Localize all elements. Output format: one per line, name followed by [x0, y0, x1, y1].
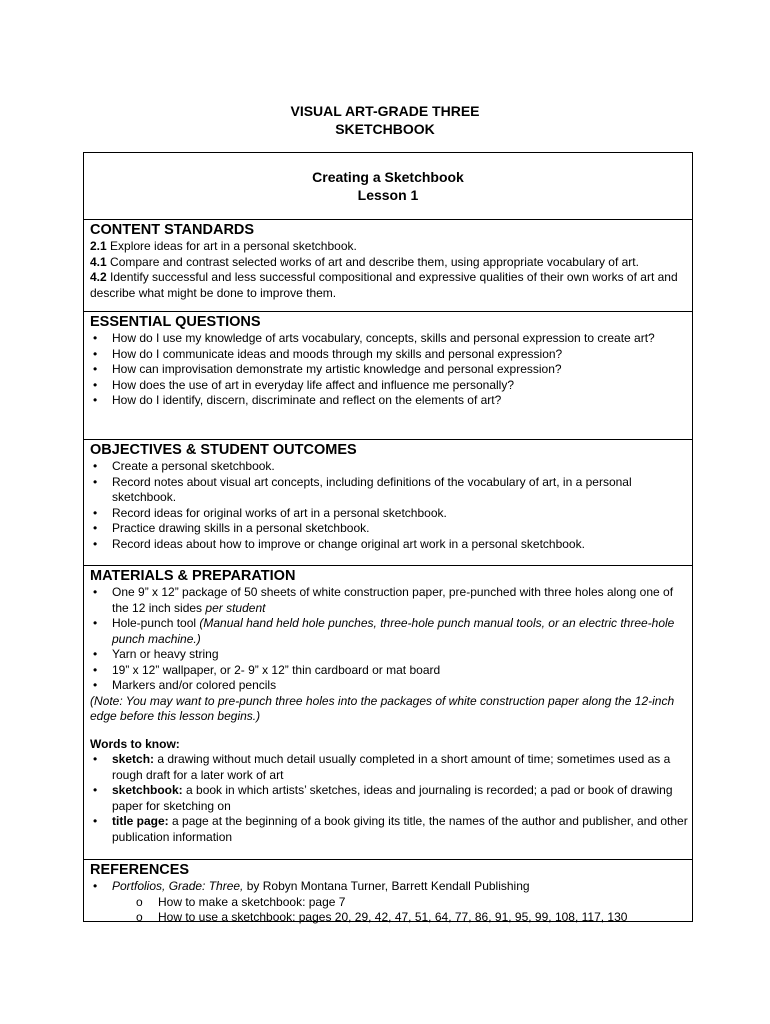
bullet-icon: •	[93, 474, 98, 489]
content-standards-heading: CONTENT STANDARDS	[90, 222, 255, 238]
bullet-icon: •	[93, 377, 98, 392]
list-item: • Yarn or heavy string	[93, 647, 219, 661]
materials-section	[84, 565, 692, 859]
preparation-note: (Note: You may want to pre-punch three holes into the packages of white construction paper along the 12-inch edge before this lesson begins.)	[90, 693, 675, 723]
bullet-icon: •	[93, 662, 98, 677]
bullet-icon: •	[93, 393, 98, 407]
standard-text: Compare and contrast selected works of art and describe them, using appropriate vocabulary of art.	[106, 254, 639, 269]
standard-text: Identify successful and less successful compositional and expressive qualities of their own works of art and describe what might be done to improve them.	[90, 270, 678, 300]
standard-item	[90, 255, 692, 271]
objectives-list	[90, 459, 692, 552]
list-item: • Create a personal sketchbook.	[93, 459, 275, 473]
standard-number: 4.1	[90, 254, 107, 269]
bullet-icon: •	[93, 331, 98, 345]
content-standards-section	[84, 219, 692, 311]
references-heading: REFERENCES	[90, 862, 190, 878]
essential-questions-heading: ESSENTIAL QUESTIONS	[90, 314, 261, 330]
vocabulary-item	[90, 752, 692, 783]
list-item: • Record notes about visual art concepts, including definitions of the vocabulary of art, in a personal sketchbook.	[93, 474, 632, 504]
list-item: • How do I use my knowledge of arts vocabulary, concepts, skills and personal expression to create art?	[93, 331, 655, 345]
sub-bullet-icon: o	[136, 910, 143, 924]
list-item: • Record ideas about how to improve or change original art work in a personal sketchbook.	[93, 536, 585, 551]
document-title: VISUAL ART-GRADE THREE	[290, 103, 480, 119]
list-item: • Markers and/or colored pencils	[93, 678, 277, 692]
vocabulary-item	[90, 783, 692, 814]
document-subtitle: SKETCHBOOK	[335, 121, 435, 137]
vocabulary-definition: a book in which artists’ sketches, ideas and journaling is recorded; a pad or book of drawing paper for sketching on	[112, 783, 673, 813]
vocabulary-term: sketchbook:	[112, 783, 183, 797]
bullet-icon: •	[93, 459, 98, 473]
bullet-icon: •	[93, 521, 98, 535]
list-item: • Portfolios, Grade: Three, by Robyn Montana Turner, Barrett Kendall Publishing	[93, 879, 530, 893]
references-section	[84, 859, 692, 924]
bullet-icon: •	[93, 346, 98, 361]
book-title: Portfolios, Grade: Three,	[112, 879, 244, 893]
bullet-icon: •	[93, 616, 98, 630]
standard-number: 2.1	[90, 239, 107, 253]
lesson-title: Creating a Sketchbook	[312, 169, 464, 185]
bullet-icon: •	[93, 879, 98, 893]
objectives-section	[84, 439, 692, 565]
lesson-table	[83, 152, 693, 922]
list-item: • How do I identify, discern, discriminate and reflect on the elements of art?	[93, 393, 502, 407]
bullet-icon: •	[93, 783, 98, 797]
bullet-icon: •	[93, 647, 98, 661]
essential-questions-list	[90, 331, 692, 409]
list-item: • Practice drawing skills in a personal sketchbook.	[93, 521, 370, 535]
lesson-number: Lesson 1	[357, 187, 419, 203]
materials-heading: MATERIALS & PREPARATION	[90, 568, 296, 584]
vocabulary-definition: a drawing without much detail usually completed in a short amount of time; sometimes used as a rough draft for a later work of art	[112, 752, 671, 782]
vocabulary-definition: a page at the beginning of a book giving its title, the names of the author and publisher, and other publication information	[112, 814, 688, 844]
vocabulary-term: sketch:	[112, 752, 155, 766]
standard-text: Explore ideas for art in a personal sketchbook.	[106, 239, 357, 253]
materials-list	[90, 585, 692, 694]
standard-item	[90, 270, 692, 301]
standard-item	[90, 239, 692, 255]
list-item: • One 9” x 12” package of 50 sheets of white construction paper, pre-punched with three holes along one of the 12 inch sides per student	[93, 585, 674, 615]
list-item: o How to use a sketchbook: pages 20, 29, 42, 47, 51, 64, 77, 86, 91, 95, 99, 108, 117, 130	[136, 910, 628, 924]
vocabulary-list	[90, 752, 692, 845]
objectives-heading: OBJECTIVES & STUDENT OUTCOMES	[90, 442, 357, 458]
list-item: • How does the use of art in everyday life affect and influence me personally?	[93, 377, 515, 392]
standard-number: 4.2	[90, 270, 107, 284]
bullet-icon: •	[93, 752, 98, 766]
lesson-header	[84, 153, 692, 219]
vocabulary-item	[90, 814, 692, 845]
bullet-icon: •	[93, 536, 98, 551]
words-to-know-heading: Words to know:	[90, 736, 180, 751]
list-item: • 19” x 12” wallpaper, or 2- 9” x 12” thin cardboard or mat board	[93, 662, 441, 677]
list-item: o How to make a sketchbook: page 7	[136, 894, 346, 909]
list-item: • Hole-punch tool (Manual hand held hole punches, three-hole punch manual tools, or an electric three-hole punch machine.)	[93, 616, 675, 646]
list-item: • How do I communicate ideas and moods through my skills and personal expression?	[93, 346, 563, 361]
vocabulary-term: title page:	[112, 814, 169, 828]
list-item: • How can improvisation demonstrate my artistic knowledge and personal expression?	[93, 362, 562, 376]
bullet-icon: •	[93, 362, 98, 376]
sub-bullet-icon: o	[136, 894, 143, 909]
bullet-icon: •	[93, 678, 98, 692]
bullet-icon: •	[93, 505, 98, 520]
bullet-icon: •	[93, 585, 98, 599]
references-list	[90, 879, 692, 926]
list-item: • Record ideas for original works of art in a personal sketchbook.	[93, 505, 447, 520]
essential-questions-section	[84, 311, 692, 439]
bullet-icon: •	[93, 814, 98, 828]
